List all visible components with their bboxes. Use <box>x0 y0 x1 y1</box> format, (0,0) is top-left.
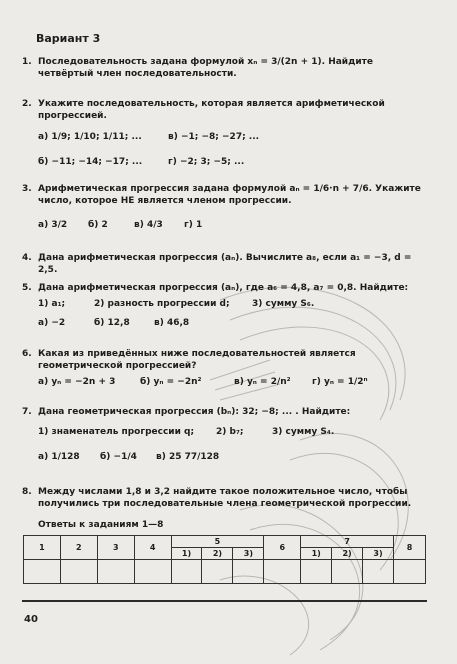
question-3 <box>22 183 427 207</box>
q2-option-a: а) 1/9; 1/10; 1/11; ... <box>38 132 142 142</box>
question-text: Последовательность задана формулой xₙ = 3/(2n + 1). Найдите четвёртый член последовательности. <box>38 57 373 79</box>
answer-cell[interactable] <box>24 560 61 584</box>
table-header-4: 4 <box>134 536 171 560</box>
q5-option-a: а) −2 <box>38 318 66 328</box>
variant-title: Вариант 3 <box>36 32 101 45</box>
bottom-rule <box>22 600 427 602</box>
answer-cell[interactable] <box>363 560 394 584</box>
question-number: 4. <box>22 253 32 263</box>
q6-option-v: в) yₙ = 2/n² <box>234 377 291 387</box>
question-number: 1. <box>22 57 32 67</box>
table-subheader: 2) <box>332 548 363 560</box>
q6-option-g: г) yₙ = 1/2ⁿ <box>312 377 368 387</box>
q3-option-b: б) 2 <box>88 220 108 230</box>
q5-part-3: 3) сумму S₆. <box>252 299 315 309</box>
table-subheader: 2) <box>202 548 233 560</box>
question-number: 5. <box>22 283 32 293</box>
table-subheader: 1) <box>301 548 332 560</box>
q6-option-b: б) yₙ = −2n² <box>140 377 202 387</box>
question-2 <box>22 98 427 122</box>
answer-cell[interactable] <box>393 560 425 584</box>
table-header-8: 8 <box>393 536 425 560</box>
question-5 <box>22 282 427 294</box>
question-number: 3. <box>22 184 32 194</box>
q7-part-3: 3) сумму S₄. <box>272 427 335 437</box>
question-text: Дана геометрическая прогрессия (bₙ): 32; −8; ... . Найдите: <box>38 407 351 417</box>
question-number: 7. <box>22 407 32 417</box>
answer-cell[interactable] <box>97 560 134 584</box>
question-text: Укажите последовательность, которая является арифметической прогрессией. <box>38 99 385 121</box>
answer-cell[interactable] <box>202 560 233 584</box>
answer-cell[interactable] <box>301 560 332 584</box>
q7-part-2: 2) b₇; <box>216 427 244 437</box>
q7-option-a: а) 1/128 <box>38 452 80 462</box>
q2-option-g: г) −2; 3; −5; ... <box>168 157 245 167</box>
answers-title: Ответы к заданиям 1—8 <box>38 520 164 530</box>
q5-part-1: 1) a₁; <box>38 299 66 309</box>
question-text: Какая из приведённых ниже последовательностей является геометрической прогрессией? <box>38 349 356 371</box>
answer-cell[interactable] <box>171 560 202 584</box>
q7-part-1: 1) знаменатель прогрессии q; <box>38 427 195 437</box>
table-header-6: 6 <box>264 536 301 560</box>
question-6 <box>22 348 427 372</box>
q6-option-a: а) yₙ = −2n + 3 <box>38 377 116 387</box>
answer-cell[interactable] <box>60 560 97 584</box>
answer-cell[interactable] <box>264 560 301 584</box>
question-text: Между числами 1,8 и 3,2 найдите такое положительное число, чтобы получились три последовательные члена геометрической прогрессии. <box>38 487 412 509</box>
page-number: 40 <box>24 614 38 625</box>
answer-table <box>23 535 426 584</box>
question-text: Дана арифметическая прогрессия (aₙ), где a₆ = 4,8, a₇ = 0,8. Найдите: <box>38 283 409 293</box>
answer-cell[interactable] <box>332 560 363 584</box>
q5-option-v: в) 46,8 <box>154 318 190 328</box>
question-8 <box>22 486 427 510</box>
question-number: 2. <box>22 99 32 109</box>
question-4 <box>22 252 427 276</box>
table-header-1: 1 <box>24 536 61 560</box>
table-header-7: 7 <box>301 536 394 548</box>
answer-cell[interactable] <box>233 560 264 584</box>
question-1 <box>22 56 427 80</box>
question-number: 8. <box>22 487 32 497</box>
question-7 <box>22 406 427 418</box>
table-subheader: 3) <box>363 548 394 560</box>
table-subheader: 3) <box>233 548 264 560</box>
question-number: 6. <box>22 349 32 359</box>
table-header-5: 5 <box>171 536 264 548</box>
question-text: Арифметическая прогрессия задана формулой aₙ = 1/6·n + 7/6. Укажите число, которое НЕ является членом прогрессии. <box>38 184 421 206</box>
q3-option-a: а) 3/2 <box>38 220 68 230</box>
table-header-3: 3 <box>97 536 134 560</box>
q7-option-v: в) 25 77/128 <box>156 452 220 462</box>
table-header-2: 2 <box>60 536 97 560</box>
q3-option-g: г) 1 <box>184 220 203 230</box>
question-text: Дана арифметическая прогрессия (aₙ). Вычислите a₈, если a₁ = −3, d = 2,5. <box>38 253 412 275</box>
table-subheader: 1) <box>171 548 202 560</box>
q2-option-b: б) −11; −14; −17; ... <box>38 157 143 167</box>
answer-cell[interactable] <box>134 560 171 584</box>
q7-option-b: б) −1/4 <box>100 452 137 462</box>
q5-part-2: 2) разность прогрессии d; <box>94 299 230 309</box>
q5-option-b: б) 12,8 <box>94 318 130 328</box>
q2-option-v: в) −1; −8; −27; ... <box>168 132 260 142</box>
q3-option-v: в) 4/3 <box>134 220 163 230</box>
